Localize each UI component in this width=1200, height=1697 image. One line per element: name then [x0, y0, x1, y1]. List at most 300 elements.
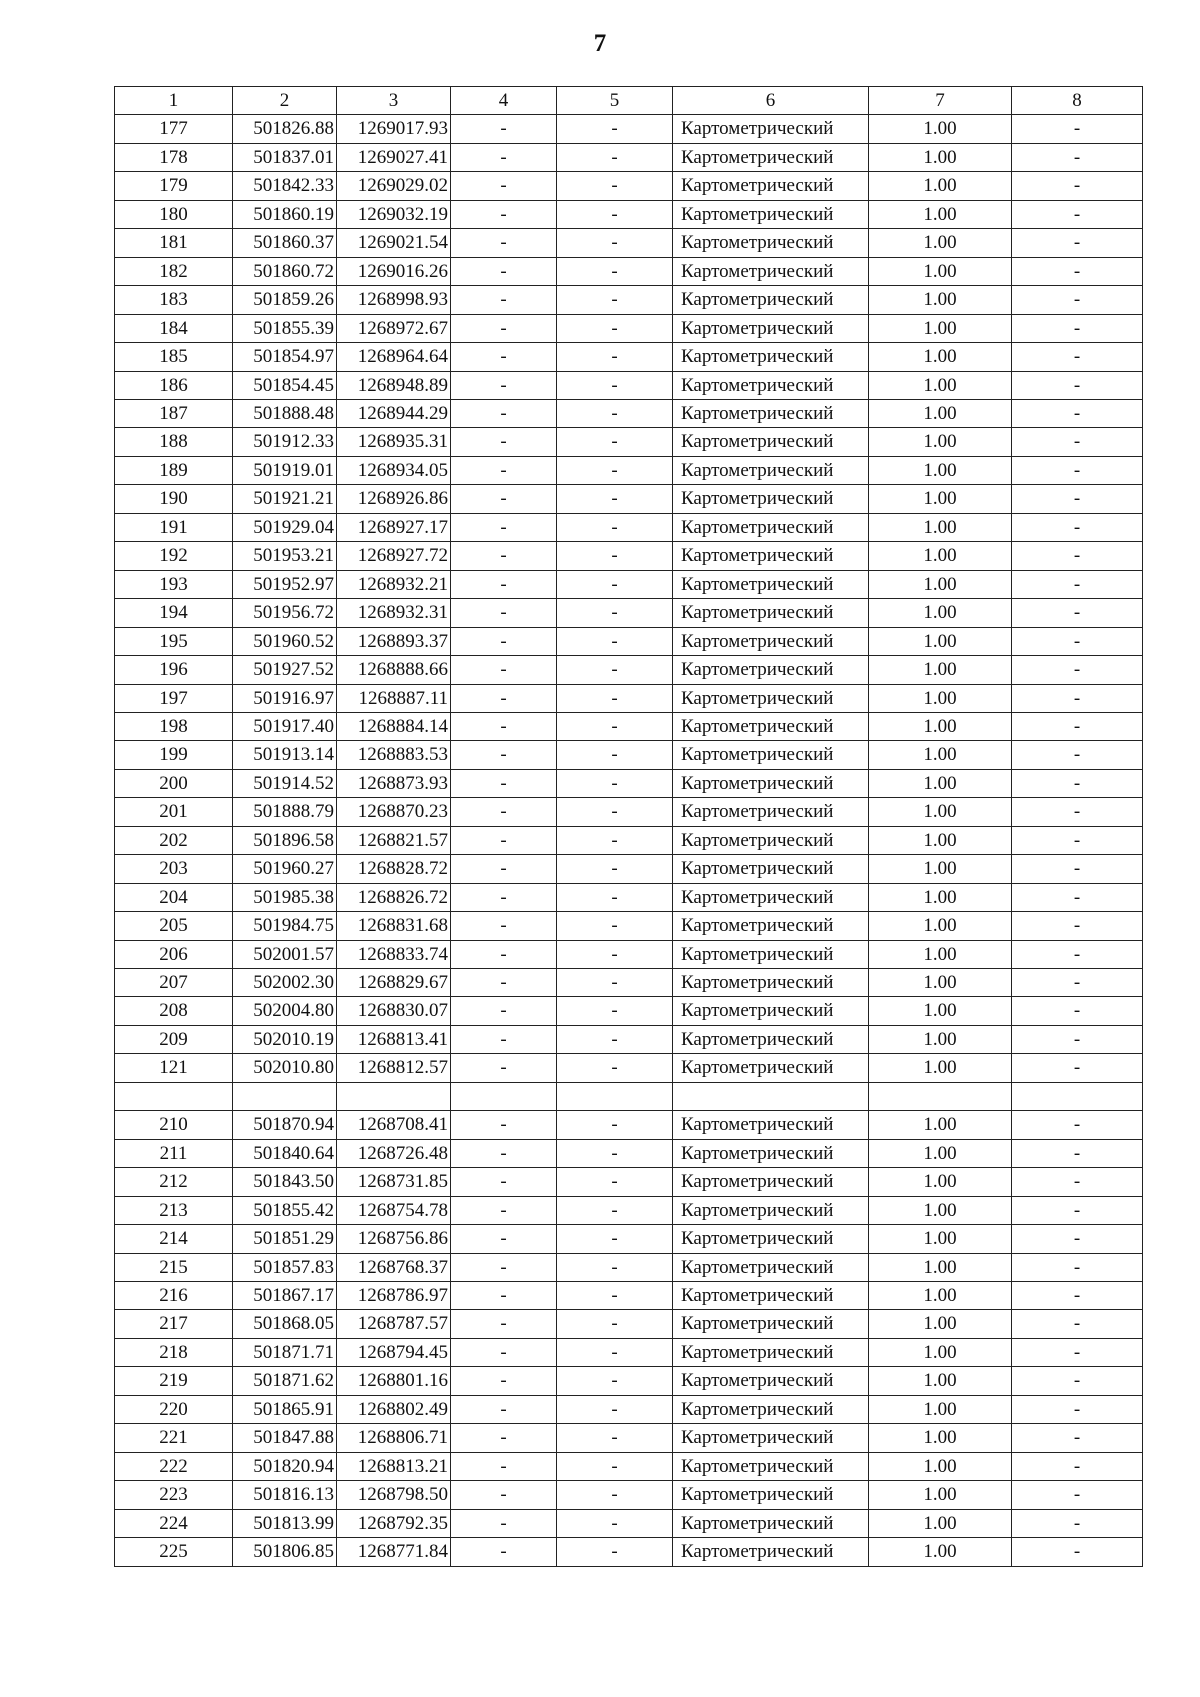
cell-precision: 1.00	[869, 143, 1012, 171]
cell-method: Картометрический	[673, 314, 869, 342]
cell-col-5: -	[557, 712, 673, 740]
cell-method: Картометрический	[673, 1253, 869, 1281]
cell-precision: 1.00	[869, 115, 1012, 143]
cell-point-number: 197	[115, 684, 233, 712]
cell-x-coordinate: 501865.91	[233, 1395, 337, 1423]
cell-x-coordinate: 501859.26	[233, 286, 337, 314]
cell-col-8: -	[1012, 343, 1143, 371]
cell-x-coordinate: 501985.38	[233, 883, 337, 911]
cell-col-8: -	[1012, 200, 1143, 228]
cell-precision: 1.00	[869, 286, 1012, 314]
cell-point-number	[115, 1082, 233, 1110]
cell-point-number: 196	[115, 656, 233, 684]
table-row	[115, 115, 1143, 143]
cell-y-coordinate: 1268927.72	[337, 542, 451, 570]
cell-method: Картометрический	[673, 1452, 869, 1480]
cell-x-coordinate: 501953.21	[233, 542, 337, 570]
cell-x-coordinate: 502004.80	[233, 997, 337, 1025]
cell-col-4: -	[451, 656, 557, 684]
cell-point-number: 188	[115, 428, 233, 456]
cell-method: Картометрический	[673, 399, 869, 427]
column-header-2: 2	[233, 87, 337, 115]
cell-method: Картометрический	[673, 1481, 869, 1509]
cell-precision: 1.00	[869, 456, 1012, 484]
cell-col-4: -	[451, 997, 557, 1025]
cell-precision: 1.00	[869, 1481, 1012, 1509]
cell-col-4: -	[451, 969, 557, 997]
cell-x-coordinate: 501871.62	[233, 1367, 337, 1395]
cell-col-5: -	[557, 1509, 673, 1537]
cell-y-coordinate: 1268927.17	[337, 513, 451, 541]
cell-col-5: -	[557, 456, 673, 484]
table-row	[115, 286, 1143, 314]
cell-y-coordinate: 1268870.23	[337, 798, 451, 826]
cell-method: Картометрический	[673, 428, 869, 456]
table-row	[115, 1225, 1143, 1253]
cell-col-8: -	[1012, 1367, 1143, 1395]
column-header-6: 6	[673, 87, 869, 115]
cell-x-coordinate: 501842.33	[233, 172, 337, 200]
cell-col-5: -	[557, 1253, 673, 1281]
cell-x-coordinate: 501921.21	[233, 485, 337, 513]
cell-x-coordinate: 501913.14	[233, 741, 337, 769]
cell-method: Картометрический	[673, 1424, 869, 1452]
cell-method: Картометрический	[673, 969, 869, 997]
cell-y-coordinate: 1268798.50	[337, 1481, 451, 1509]
cell-y-coordinate: 1268813.41	[337, 1025, 451, 1053]
cell-col-4: -	[451, 172, 557, 200]
cell-col-8: -	[1012, 940, 1143, 968]
cell-col-8: -	[1012, 997, 1143, 1025]
cell-col-5: -	[557, 769, 673, 797]
cell-col-4: -	[451, 599, 557, 627]
cell-col-5: -	[557, 1395, 673, 1423]
cell-col-8: -	[1012, 912, 1143, 940]
cell-col-8: -	[1012, 798, 1143, 826]
cell-col-8: -	[1012, 741, 1143, 769]
cell-x-coordinate: 501820.94	[233, 1452, 337, 1480]
cell-y-coordinate: 1268813.21	[337, 1452, 451, 1480]
cell-col-4: -	[451, 684, 557, 712]
cell-y-coordinate: 1268830.07	[337, 997, 451, 1025]
cell-x-coordinate: 501854.45	[233, 371, 337, 399]
cell-y-coordinate: 1268754.78	[337, 1196, 451, 1224]
cell-y-coordinate: 1268932.21	[337, 570, 451, 598]
cell-col-8: -	[1012, 1395, 1143, 1423]
cell-col-8: -	[1012, 1424, 1143, 1452]
cell-y-coordinate: 1268998.93	[337, 286, 451, 314]
table-row	[115, 314, 1143, 342]
cell-col-4: -	[451, 1196, 557, 1224]
cell-method: Картометрический	[673, 1025, 869, 1053]
cell-x-coordinate: 501916.97	[233, 684, 337, 712]
cell-x-coordinate: 501960.27	[233, 855, 337, 883]
cell-y-coordinate: 1268932.31	[337, 599, 451, 627]
table-row	[115, 513, 1143, 541]
cell-col-8: -	[1012, 712, 1143, 740]
cell-point-number: 191	[115, 513, 233, 541]
cell-method: Картометрический	[673, 513, 869, 541]
cell-col-4: -	[451, 314, 557, 342]
cell-col-5: -	[557, 1282, 673, 1310]
cell-col-4: -	[451, 257, 557, 285]
cell-col-4: -	[451, 1139, 557, 1167]
cell-precision: 1.00	[869, 1367, 1012, 1395]
cell-precision: 1.00	[869, 798, 1012, 826]
cell-col-5: -	[557, 314, 673, 342]
cell-col-4: -	[451, 1253, 557, 1281]
table-row	[115, 627, 1143, 655]
cell-x-coordinate: 501860.37	[233, 229, 337, 257]
table-row	[115, 940, 1143, 968]
cell-point-number: 223	[115, 1481, 233, 1509]
cell-precision: 1.00	[869, 1196, 1012, 1224]
cell-col-5: -	[557, 428, 673, 456]
cell-col-8: -	[1012, 969, 1143, 997]
cell-method: Картометрический	[673, 343, 869, 371]
cell-col-5: -	[557, 229, 673, 257]
cell-x-coordinate: 501919.01	[233, 456, 337, 484]
cell-col-8: -	[1012, 599, 1143, 627]
table-row	[115, 1168, 1143, 1196]
table-row	[115, 656, 1143, 684]
table-row	[115, 1253, 1143, 1281]
cell-point-number: 180	[115, 200, 233, 228]
cell-col-4: -	[451, 229, 557, 257]
table-row	[115, 229, 1143, 257]
cell-y-coordinate: 1268828.72	[337, 855, 451, 883]
cell-col-8: -	[1012, 172, 1143, 200]
cell-method: Картометрический	[673, 940, 869, 968]
cell-x-coordinate: 501960.52	[233, 627, 337, 655]
table-row	[115, 456, 1143, 484]
cell-col-5: -	[557, 1310, 673, 1338]
table-row	[115, 257, 1143, 285]
cell-method: Картометрический	[673, 570, 869, 598]
cell-x-coordinate: 501855.39	[233, 314, 337, 342]
cell-precision: 1.00	[869, 684, 1012, 712]
cell-method: Картометрический	[673, 1338, 869, 1366]
cell-y-coordinate: 1268812.57	[337, 1054, 451, 1082]
cell-x-coordinate: 501956.72	[233, 599, 337, 627]
cell-col-5: -	[557, 1225, 673, 1253]
cell-point-number: 179	[115, 172, 233, 200]
cell-point-number: 215	[115, 1253, 233, 1281]
cell-method: Картометрический	[673, 1168, 869, 1196]
cell-col-4: -	[451, 1282, 557, 1310]
cell-col-5: -	[557, 1481, 673, 1509]
table-body	[115, 115, 1143, 1566]
cell-x-coordinate: 501871.71	[233, 1338, 337, 1366]
table-row	[115, 599, 1143, 627]
cell-point-number: 211	[115, 1139, 233, 1167]
cell-col-5: -	[557, 798, 673, 826]
cell-col-4: -	[451, 1538, 557, 1566]
cell-x-coordinate	[233, 1082, 337, 1110]
cell-point-number: 201	[115, 798, 233, 826]
cell-col-8: -	[1012, 1253, 1143, 1281]
cell-col-8: -	[1012, 513, 1143, 541]
cell-col-5: -	[557, 684, 673, 712]
cell-col-4: -	[451, 1025, 557, 1053]
table-row	[115, 1509, 1143, 1537]
cell-x-coordinate: 501888.48	[233, 399, 337, 427]
cell-precision: 1.00	[869, 1338, 1012, 1366]
coordinates-table	[114, 86, 1143, 1567]
table-row	[115, 485, 1143, 513]
cell-method: Картометрический	[673, 599, 869, 627]
table-row	[115, 826, 1143, 854]
cell-method: Картометрический	[673, 456, 869, 484]
cell-precision: 1.00	[869, 599, 1012, 627]
cell-col-5: -	[557, 143, 673, 171]
cell-point-number: 203	[115, 855, 233, 883]
cell-col-5: -	[557, 343, 673, 371]
cell-method: Картометрический	[673, 741, 869, 769]
cell-x-coordinate: 501896.58	[233, 826, 337, 854]
cell-precision: 1.00	[869, 969, 1012, 997]
cell-y-coordinate: 1268786.97	[337, 1282, 451, 1310]
cell-y-coordinate: 1268887.11	[337, 684, 451, 712]
cell-point-number: 181	[115, 229, 233, 257]
cell-col-5: -	[557, 997, 673, 1025]
cell-col-5: -	[557, 855, 673, 883]
cell-col-8: -	[1012, 229, 1143, 257]
table-row	[115, 1481, 1143, 1509]
cell-col-5: -	[557, 1338, 673, 1366]
cell-point-number: 186	[115, 371, 233, 399]
cell-col-5: -	[557, 371, 673, 399]
cell-point-number: 210	[115, 1111, 233, 1139]
cell-col-4: -	[451, 826, 557, 854]
cell-y-coordinate: 1269029.02	[337, 172, 451, 200]
cell-precision: 1.00	[869, 1025, 1012, 1053]
cell-x-coordinate: 501867.17	[233, 1282, 337, 1310]
cell-x-coordinate: 501912.33	[233, 428, 337, 456]
cell-y-coordinate: 1268964.64	[337, 343, 451, 371]
table-row	[115, 143, 1143, 171]
cell-col-8: -	[1012, 286, 1143, 314]
cell-point-number: 225	[115, 1538, 233, 1566]
cell-method: Картометрический	[673, 1054, 869, 1082]
table-row	[115, 343, 1143, 371]
column-header-5: 5	[557, 87, 673, 115]
cell-x-coordinate: 501929.04	[233, 513, 337, 541]
cell-x-coordinate: 501857.83	[233, 1253, 337, 1281]
cell-precision: 1.00	[869, 741, 1012, 769]
table-row	[115, 997, 1143, 1025]
cell-x-coordinate: 501826.88	[233, 115, 337, 143]
cell-point-number: 222	[115, 1452, 233, 1480]
cell-point-number: 200	[115, 769, 233, 797]
cell-y-coordinate: 1268935.31	[337, 428, 451, 456]
cell-point-number: 178	[115, 143, 233, 171]
cell-col-5: -	[557, 627, 673, 655]
cell-point-number: 185	[115, 343, 233, 371]
cell-point-number: 217	[115, 1310, 233, 1338]
cell-col-8: -	[1012, 1225, 1143, 1253]
cell-y-coordinate: 1268926.86	[337, 485, 451, 513]
table-row	[115, 1424, 1143, 1452]
cell-y-coordinate: 1268833.74	[337, 940, 451, 968]
cell-precision: 1.00	[869, 826, 1012, 854]
cell-precision: 1.00	[869, 1395, 1012, 1423]
cell-method: Картометрический	[673, 883, 869, 911]
cell-col-8: -	[1012, 1282, 1143, 1310]
cell-y-coordinate: 1268794.45	[337, 1338, 451, 1366]
cell-col-8: -	[1012, 769, 1143, 797]
table-row	[115, 570, 1143, 598]
table-row	[115, 684, 1143, 712]
table-row	[115, 855, 1143, 883]
cell-point-number: 213	[115, 1196, 233, 1224]
cell-y-coordinate: 1268948.89	[337, 371, 451, 399]
cell-col-8	[1012, 1082, 1143, 1110]
cell-col-5: -	[557, 741, 673, 769]
cell-col-4: -	[451, 712, 557, 740]
cell-point-number: 187	[115, 399, 233, 427]
cell-col-4: -	[451, 1509, 557, 1537]
cell-y-coordinate: 1268802.49	[337, 1395, 451, 1423]
cell-precision: 1.00	[869, 428, 1012, 456]
cell-precision: 1.00	[869, 1452, 1012, 1480]
cell-col-8: -	[1012, 399, 1143, 427]
cell-col-8: -	[1012, 542, 1143, 570]
cell-col-5: -	[557, 1367, 673, 1395]
cell-col-8: -	[1012, 1025, 1143, 1053]
cell-precision	[869, 1082, 1012, 1110]
cell-precision: 1.00	[869, 1139, 1012, 1167]
cell-precision: 1.00	[869, 314, 1012, 342]
cell-precision: 1.00	[869, 343, 1012, 371]
cell-precision: 1.00	[869, 172, 1012, 200]
cell-x-coordinate: 502002.30	[233, 969, 337, 997]
cell-col-4: -	[451, 513, 557, 541]
cell-x-coordinate: 501843.50	[233, 1168, 337, 1196]
cell-col-8: -	[1012, 627, 1143, 655]
cell-method: Картометрический	[673, 656, 869, 684]
cell-x-coordinate: 501816.13	[233, 1481, 337, 1509]
cell-col-5: -	[557, 542, 673, 570]
cell-col-8: -	[1012, 656, 1143, 684]
cell-precision: 1.00	[869, 1168, 1012, 1196]
cell-precision: 1.00	[869, 542, 1012, 570]
cell-col-5: -	[557, 513, 673, 541]
cell-col-5: -	[557, 200, 673, 228]
cell-y-coordinate: 1269016.26	[337, 257, 451, 285]
table-row	[115, 1111, 1143, 1139]
cell-x-coordinate: 501914.52	[233, 769, 337, 797]
cell-col-4: -	[451, 399, 557, 427]
cell-precision: 1.00	[869, 485, 1012, 513]
cell-col-4: -	[451, 485, 557, 513]
cell-col-5: -	[557, 399, 673, 427]
column-header-1: 1	[115, 87, 233, 115]
cell-col-8: -	[1012, 883, 1143, 911]
cell-point-number: 199	[115, 741, 233, 769]
cell-col-4: -	[451, 286, 557, 314]
table-row	[115, 1538, 1143, 1566]
cell-precision: 1.00	[869, 940, 1012, 968]
cell-y-coordinate: 1268821.57	[337, 826, 451, 854]
cell-x-coordinate: 501917.40	[233, 712, 337, 740]
cell-precision: 1.00	[869, 883, 1012, 911]
cell-col-4: -	[451, 200, 557, 228]
cell-method: Картометрический	[673, 1367, 869, 1395]
column-header-4: 4	[451, 87, 557, 115]
cell-col-4: -	[451, 1338, 557, 1366]
cell-col-8: -	[1012, 257, 1143, 285]
cell-x-coordinate: 502001.57	[233, 940, 337, 968]
cell-col-4: -	[451, 1424, 557, 1452]
cell-precision: 1.00	[869, 1282, 1012, 1310]
cell-col-4: -	[451, 798, 557, 826]
cell-x-coordinate: 501927.52	[233, 656, 337, 684]
cell-precision: 1.00	[869, 229, 1012, 257]
cell-precision: 1.00	[869, 627, 1012, 655]
cell-precision: 1.00	[869, 1253, 1012, 1281]
cell-col-4: -	[451, 542, 557, 570]
cell-point-number: 192	[115, 542, 233, 570]
cell-y-coordinate	[337, 1082, 451, 1110]
cell-y-coordinate: 1268893.37	[337, 627, 451, 655]
cell-col-5: -	[557, 883, 673, 911]
cell-col-4: -	[451, 115, 557, 143]
cell-x-coordinate: 501888.79	[233, 798, 337, 826]
cell-method: Картометрический	[673, 997, 869, 1025]
cell-y-coordinate: 1268888.66	[337, 656, 451, 684]
cell-col-8: -	[1012, 371, 1143, 399]
cell-x-coordinate: 501860.72	[233, 257, 337, 285]
cell-y-coordinate: 1268768.37	[337, 1253, 451, 1281]
cell-precision: 1.00	[869, 1538, 1012, 1566]
cell-method: Картометрический	[673, 712, 869, 740]
cell-method: Картометрический	[673, 371, 869, 399]
cell-col-8: -	[1012, 570, 1143, 598]
cell-y-coordinate: 1269032.19	[337, 200, 451, 228]
cell-col-5	[557, 1082, 673, 1110]
table-row	[115, 172, 1143, 200]
cell-col-5: -	[557, 1538, 673, 1566]
cell-col-5: -	[557, 1111, 673, 1139]
cell-col-4: -	[451, 627, 557, 655]
table-row	[115, 1025, 1143, 1053]
table-row	[115, 969, 1143, 997]
cell-col-8: -	[1012, 115, 1143, 143]
cell-y-coordinate: 1268944.29	[337, 399, 451, 427]
cell-y-coordinate: 1268792.35	[337, 1509, 451, 1537]
cell-y-coordinate: 1268726.48	[337, 1139, 451, 1167]
cell-precision: 1.00	[869, 200, 1012, 228]
cell-x-coordinate: 501860.19	[233, 200, 337, 228]
cell-col-8: -	[1012, 1168, 1143, 1196]
cell-col-8: -	[1012, 456, 1143, 484]
cell-precision: 1.00	[869, 513, 1012, 541]
cell-point-number: 221	[115, 1424, 233, 1452]
cell-point-number: 198	[115, 712, 233, 740]
cell-point-number: 220	[115, 1395, 233, 1423]
cell-y-coordinate: 1268756.86	[337, 1225, 451, 1253]
cell-method: Картометрический	[673, 769, 869, 797]
cell-precision: 1.00	[869, 912, 1012, 940]
cell-point-number: 202	[115, 826, 233, 854]
cell-precision: 1.00	[869, 769, 1012, 797]
cell-col-8: -	[1012, 855, 1143, 883]
table-row	[115, 399, 1143, 427]
table-row	[115, 371, 1143, 399]
cell-col-8: -	[1012, 1481, 1143, 1509]
cell-col-4: -	[451, 570, 557, 598]
